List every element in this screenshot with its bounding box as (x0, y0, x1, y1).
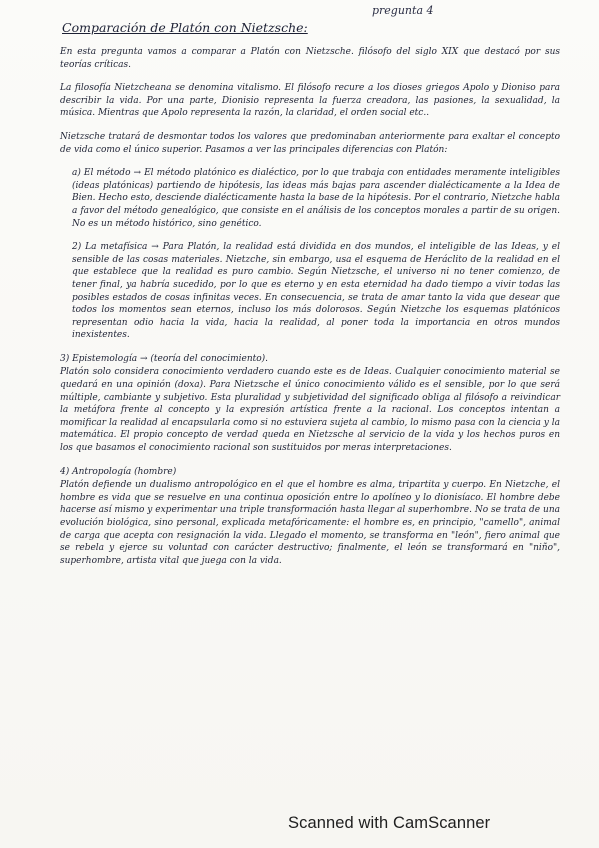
section-epistemology-title: 3) Epistemología → (teoría del conocimiento). (60, 353, 269, 364)
section-metaphysics-body: 2) La metafísica → Para Platón, la realidad está dividida en dos mundos, el inteligible de las Ideas, y el sensible de las cosas materiales. Nietzche, sin embargo, usa el esquema de Heráclito de la realidad en el que establece que la realidad es puro cambio. Según Nietzsche, el universo ni no tener comienzo, de tener final, ya habría sucedido, por lo que es eterno y en esta eternidad ha dado tiempo a vivir todas las posibles estados de cosas infinitas veces. En consecuencia, se trata de amar tanto la vida que desear que todos los momentos sean eternos, incluso los más dolorosos. Según Nietzche los esquemas platónicos representan odio hacia la vida, hacia la realidad, al poner toda la importancia en otros mundos inexistentes. (72, 242, 560, 341)
intro-paragraph: La filosofía Nietzcheana se denomina vitalismo. El filósofo recure a los dioses griegos Apolo y Dioniso para describir la vida. Por una parte, Dionisio representa la fuerza creadora, las pasiones, la sexualidad, la música. Mientras que Apolo representa la razón, la claridad, el orden social etc.. (60, 83, 560, 119)
intro-paragraph: Nietzsche tratará de desmontar todos los valores que predominaban anteriormente para exaltar el concepto de vida como el único superior. Pasamos a ver las principales diferencias con Platón: (60, 131, 560, 155)
section-anthropology-body: Platón defiende un dualismo antropológico en el que el hombre es alma, tripartita y cuerpo. En Nietzche, el hombre es vida que se resuelve en una continua oposición entre lo apolíneo y lo dionisíaco. El hombre debe hacerse así mismo y experimentar una triple transformación hasta llegar al superhombre. No se trata de una evolución biológica, sino personal, explicada metafóricamente: el hombre es, en principio, "camello", animal de carga que acepta con resignación la vida. Llegado el momento, se transforma en "león", fiero animal que se rebela y ejerce su voluntad con carácter destructivo; finalmente, el león se transformará en "niño", superhombre, artista vital que juega con la vida. (60, 480, 560, 566)
section-epistemology-body: Platón solo considera conocimiento verdadero cuando este es de Ideas. Cualquier conocimiento material se quedará en una opinión (doxa). Para Nietzsche el único conocimiento válido es el sensible, por lo que será múltiple, cambiante y subjetivo. Esta pluralidad y subjetividad del significado obliga al filósofo a reivindicar la metáfora frente al concepto y la expresión artística frente a la racional. Los conceptos intentan a momificar la realidad al encapsularla como si no estuviera sujeta al cambio, lo mismo pasa con la ciencia y la matemática. El propio concepto de verdad queda en Nietzsche al servicio de la vida y los hechos puros en los que basamos el conocimiento racional son sustituidos por meras interpretaciones. (60, 367, 560, 454)
scanner-watermark: Scanned with CamScanner (288, 814, 491, 832)
section-method-body: a) El método → El método platónico es dialéctico, por lo que trabaja con entidades meramente inteligibles (ideas platónicas) partiendo de hipótesis, las ideas más bajas para ascender dialécticamente a la Idea de Bien. Hecho esto, desciende dialécticamente hasta la base de la hipótesis. Por el contrario, Nietzche habla a favor del método genealógico, que consiste en el análisis de los conceptos morales a partir de su origen. No es un método histórico, sino genético. (72, 168, 560, 229)
question-number-note: pregunta 4 (372, 4, 434, 17)
essay-body (60, 46, 560, 578)
intro-paragraph: En esta pregunta vamos a comparar a Platón con Nietzsche. filósofo del siglo XIX que destacó por sus teorías críticas. (60, 47, 560, 70)
section-anthropology-title: 4) Antropología (hombre) (60, 466, 177, 477)
page-title: Comparación de Platón con Nietzsche: (62, 20, 308, 35)
